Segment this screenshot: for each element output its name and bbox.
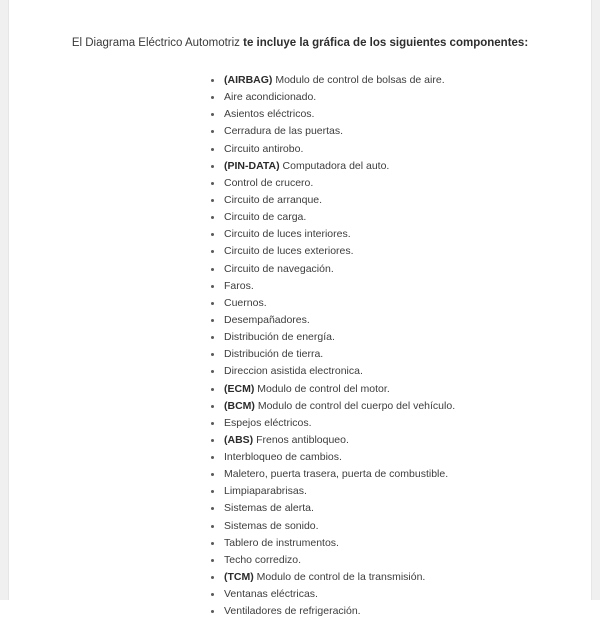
component-label: Circuito de arranque. bbox=[224, 193, 323, 206]
list-item bbox=[211, 161, 555, 173]
component-label: Cerradura de las puertas. bbox=[224, 125, 344, 138]
list-item bbox=[211, 195, 555, 207]
list-item bbox=[211, 538, 555, 550]
list-item bbox=[211, 212, 555, 224]
component-code: (AIRBAG) bbox=[224, 73, 273, 86]
component-label: Limpiaparabrisas. bbox=[224, 485, 307, 498]
component-label: Ventanas eléctricas. bbox=[224, 588, 318, 601]
component-label: Circuito de carga. bbox=[224, 211, 307, 224]
component-label: Modulo de control del cuerpo del vehículo. bbox=[254, 399, 456, 412]
list-item bbox=[211, 418, 555, 430]
component-label: Faros. bbox=[224, 279, 254, 292]
component-label: Direccion asistida electronica. bbox=[224, 365, 363, 378]
component-code: (ABS) bbox=[224, 433, 254, 446]
list-item bbox=[211, 503, 555, 515]
component-label: Techo corredizo. bbox=[224, 553, 302, 566]
list-item bbox=[211, 589, 555, 601]
component-label: Circuito de navegación. bbox=[224, 262, 334, 275]
component-label: Sistemas de alerta. bbox=[224, 502, 314, 515]
page-title-bold: te incluye la gráfica de los siguientes componentes: bbox=[243, 37, 529, 49]
list-item bbox=[211, 469, 555, 481]
component-label: Tablero de instrumentos. bbox=[224, 536, 339, 549]
list-item bbox=[211, 92, 555, 104]
list-item bbox=[211, 435, 555, 447]
list-item bbox=[211, 298, 555, 310]
component-code: (ECM) bbox=[224, 382, 255, 395]
component-label: Cuernos. bbox=[224, 296, 267, 309]
list-item bbox=[211, 384, 555, 396]
list-item bbox=[211, 109, 555, 121]
list-item bbox=[211, 555, 555, 567]
component-label: Sistemas de sonido. bbox=[224, 519, 319, 532]
list-item bbox=[211, 521, 555, 533]
page-left-margin-strip bbox=[0, 0, 9, 600]
page-title bbox=[45, 34, 555, 53]
component-code: (BCM) bbox=[224, 399, 255, 412]
list-item bbox=[211, 144, 555, 156]
list-item bbox=[211, 452, 555, 464]
component-label: Ventiladores de refrigeración. bbox=[224, 605, 361, 618]
list-item bbox=[211, 126, 555, 138]
list-item bbox=[211, 178, 555, 190]
component-label: Distribución de tierra. bbox=[224, 348, 324, 361]
component-label: Distribución de energía. bbox=[224, 331, 335, 344]
component-label: Aire acondicionado. bbox=[224, 91, 317, 104]
component-label: Desempañadores. bbox=[224, 313, 310, 326]
component-label: Modulo de control de bolsas de aire. bbox=[272, 73, 445, 86]
component-label: Interbloqueo de cambios. bbox=[224, 451, 342, 464]
list-item bbox=[211, 401, 555, 413]
component-label: Maletero, puerta trasera, puerta de combustible. bbox=[224, 468, 449, 481]
list-item bbox=[211, 332, 555, 344]
list-item bbox=[211, 264, 555, 276]
document-content bbox=[9, 0, 591, 618]
list-item bbox=[211, 606, 555, 618]
component-code: (TCM) bbox=[224, 571, 254, 584]
list-item bbox=[211, 75, 555, 87]
list-item bbox=[211, 349, 555, 361]
component-label: Circuito de luces interiores. bbox=[224, 228, 351, 241]
page-title-normal: El Diagrama Eléctrico Automotriz bbox=[71, 37, 244, 49]
component-label: Computadora del auto. bbox=[279, 159, 390, 172]
component-label: Asientos eléctricos. bbox=[224, 108, 315, 121]
list-item bbox=[211, 486, 555, 498]
component-label: Modulo de control del motor. bbox=[254, 382, 390, 395]
component-label: Modulo de control de la transmisión. bbox=[253, 571, 426, 584]
components-list bbox=[45, 75, 555, 618]
list-item bbox=[211, 229, 555, 241]
component-label: Control de crucero. bbox=[224, 176, 314, 189]
component-code: (PIN-DATA) bbox=[224, 159, 280, 172]
list-item bbox=[211, 315, 555, 327]
component-label: Frenos antibloqueo. bbox=[253, 433, 349, 446]
component-label: Espejos eléctricos. bbox=[224, 416, 312, 429]
list-item bbox=[211, 366, 555, 378]
list-item bbox=[211, 281, 555, 293]
list-item bbox=[211, 246, 555, 258]
component-label: Circuito de luces exteriores. bbox=[224, 245, 354, 258]
list-item bbox=[211, 572, 555, 584]
component-label: Circuito antirobo. bbox=[224, 142, 304, 155]
page-right-margin-strip bbox=[591, 0, 600, 600]
